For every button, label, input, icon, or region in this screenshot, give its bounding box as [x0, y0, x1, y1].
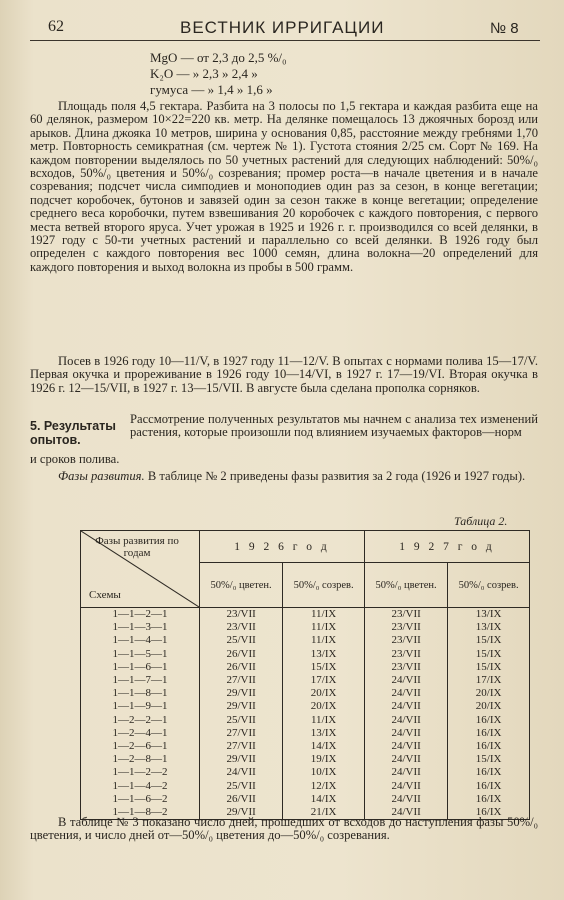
table-cell: 13/IX — [310, 726, 337, 739]
table-cell: 20/IX — [310, 687, 337, 700]
year-header-1926: 1 9 2 6 г о д — [200, 531, 365, 563]
corner-label-top: Фазы развития по годам — [95, 535, 179, 559]
table-cell: 1—2—4—1 — [112, 726, 168, 739]
table-cell: 16/IX — [475, 766, 502, 779]
subheader-ripening-1927: 50%/₀ созрев. — [448, 563, 530, 608]
table-cell: 20/IX — [310, 700, 337, 713]
table-cell: 23/VII — [391, 647, 421, 660]
table-cell: 24/VII — [391, 779, 421, 792]
paragraph-methods: Площадь поля 4,5 гектара. Разбита на 3 полосы по 1,5 гектара и каждая разбита еще на 60 делянок, размером 10×22=220 кв. метр. На делянке помещалось 13 джоячных борозд или арыков. Длина джояка 10 метров, ширина у основания 0,85, расстояние между гребнями 1,70 метр. Повторность семикратная (см. чертеж № 1). Густота стояния 2/25 см. Сорт № 169. На каждом повторении выделялось по 50 учетных растений для следующих наблюдений: 50%/₀ всходов, 50%/₀ цветения и 50%/₀ созревания; промер роста—в начале цветения и в начале созревания; подсчет числа симподиев и моноподиев один раз за сезон, в конце вегетации; подсчет коробочек, бутонов и завязей один за сезон также в конце вегетации; определение среднего веса коробочки, путем взвешивания 20 коробочек с каждого повторения, с первого места ветвей второго яруса. Учет урожая в 1925 и 1926 г. г. производился со всей делянки, в 1927 году с 50-ти учетных растений и параллельно со всей делянки. В 1926 году был определен с каждого повторения вес 1000 семян, длина волокна—20 определений для каждого повторения и выход волокна из пробы в 500 грамм. — [30, 99, 538, 274]
table-cell: 1—1—3—1 — [112, 621, 168, 634]
table-cell: 13/IX — [475, 621, 502, 634]
table-cell: 23/VII — [226, 621, 256, 634]
section-heading: 5. Результаты опытов. — [30, 419, 116, 447]
running-header — [0, 14, 564, 40]
formula-line: K₂O — » 2,3 » 2,4 » — [150, 66, 258, 81]
corner-label-bottom: Схемы — [89, 589, 121, 601]
table-cell: 15/IX — [475, 634, 502, 647]
composition-list — [150, 50, 287, 98]
table-corner-cell — [81, 531, 200, 608]
table-cell: 19/IX — [310, 753, 337, 766]
subheader-flowering-1926: 50%/₀ цветен. — [200, 563, 283, 608]
table-cell: 27/VII — [226, 726, 256, 739]
table-cell: 12/IX — [310, 779, 337, 792]
table-cell: 21/IX — [310, 806, 337, 819]
table-body-row — [81, 608, 530, 820]
phases-heading: Фазы развития. — [58, 469, 145, 483]
table-cell: 25/VII — [226, 713, 256, 726]
table-cell: 23/VII — [391, 660, 421, 673]
table-cell: 1—1—8—2 — [112, 806, 168, 819]
table-cell: 11/IX — [310, 713, 337, 726]
table-cell: 16/IX — [475, 792, 502, 805]
table-cell: 17/IX — [475, 674, 502, 687]
table-cell: 24/VII — [391, 792, 421, 805]
table-cell: 20/IX — [475, 700, 502, 713]
table-cell: 25/VII — [226, 634, 256, 647]
results-tail: и сроков полива. — [30, 452, 120, 466]
page-number: 62 — [48, 18, 64, 35]
table-cell: 29/VII — [226, 806, 256, 819]
table-cell: 1—1—2—2 — [112, 766, 168, 779]
table-cell: 1—1—4—2 — [112, 779, 168, 792]
table-cell: 11/IX — [310, 608, 337, 620]
table-cell: 26/VII — [226, 660, 256, 673]
table-cell: 29/VII — [226, 700, 256, 713]
ripening-1926-column — [283, 608, 365, 820]
table-cell: 1—1—2—1 — [112, 608, 168, 620]
subheader-flowering-1927: 50%/₀ цветен. — [364, 563, 447, 608]
table-cell: 24/VII — [226, 766, 256, 779]
table-cell: 29/VII — [226, 687, 256, 700]
table-cell: 27/VII — [226, 740, 256, 753]
journal-title: ВЕСТНИК ИРРИГАЦИИ — [180, 18, 385, 37]
table-cell: 10/IX — [310, 766, 337, 779]
table-cell: 24/VII — [391, 806, 421, 819]
table-cell: 23/VII — [226, 608, 256, 620]
formula-line: MgO — от 2,3 до 2,5 %/₀ — [150, 50, 287, 65]
table-cell: 25/VII — [226, 779, 256, 792]
table-cell: 16/IX — [475, 740, 502, 753]
table-cell: 13/IX — [310, 647, 337, 660]
table-cell: 27/VII — [226, 674, 256, 687]
subheader-ripening-1926: 50%/₀ созрев. — [283, 563, 365, 608]
table-cell: 16/IX — [475, 726, 502, 739]
table-cell: 24/VII — [391, 687, 421, 700]
table-cell: 16/IX — [475, 806, 502, 819]
table-cell: 24/VII — [391, 674, 421, 687]
table-cell: 24/VII — [391, 740, 421, 753]
header-rule — [30, 40, 540, 41]
table-cell: 15/IX — [475, 647, 502, 660]
table-cell: 16/IX — [475, 779, 502, 792]
table-cell: 26/VII — [226, 647, 256, 660]
table-cell: 1—1—6—1 — [112, 660, 168, 673]
table-cell: 17/IX — [310, 674, 337, 687]
issue-number: № 8 — [490, 20, 519, 37]
table-cell: 24/VII — [391, 713, 421, 726]
phases-table — [80, 530, 530, 820]
table-cell: 1—1—9—1 — [112, 700, 168, 713]
table-cell: 20/IX — [475, 687, 502, 700]
table-cell: 16/IX — [475, 713, 502, 726]
scheme-column — [81, 608, 200, 820]
paragraph-phases: Фазы развития. В таблице № 2 приведены фазы развития за 2 года (1926 и 1927 годы). — [58, 469, 526, 483]
flowering-1926-column — [200, 608, 283, 820]
table-cell: 23/VII — [391, 608, 421, 620]
ripening-1927-column — [448, 608, 530, 820]
results-text: Рассмотрение полученных результатов мы начнем с анализа тех изменений растения, которые произошли под влиянием изучаемых факторов—норм — [130, 412, 538, 440]
paragraph-sowing: Посев в 1926 году 10—11/V, в 1927 году 11—12/V. В опытах с нормами полива 15—17/V. Первая окучка и прореживание в 1926 году 10—14/VI, в 1927 г. 17—19/VI. Вторая окучка в 1926 г. 12—15/VII, в 1927 г. 13—15/VII. В августе была сделана прополка сорняков. — [30, 354, 538, 395]
table-cell: 24/VII — [391, 726, 421, 739]
table-cell: 11/IX — [310, 621, 337, 634]
table-cell: 1—2—2—1 — [112, 713, 168, 726]
table-cell: 11/IX — [310, 634, 337, 647]
table-cell: 1—2—6—1 — [112, 740, 168, 753]
table-cell: 1—2—8—1 — [112, 753, 168, 766]
table-cell: 24/VII — [391, 753, 421, 766]
table-cell: 13/IX — [475, 608, 502, 620]
table-cell: 15/IX — [475, 753, 502, 766]
table-cell: 1—1—5—1 — [112, 647, 168, 660]
table-cell: 15/IX — [310, 660, 337, 673]
table-cell: 23/VII — [391, 634, 421, 647]
table-cell: 15/IX — [475, 660, 502, 673]
table-cell: 1—1—7—1 — [112, 674, 168, 687]
table-cell: 1—1—8—1 — [112, 687, 168, 700]
table-cell: 24/VII — [391, 700, 421, 713]
flowering-1927-column — [364, 608, 447, 820]
table-cell: 23/VII — [391, 621, 421, 634]
year-header-1927: 1 9 2 7 г о д — [364, 531, 529, 563]
table-cell: 29/VII — [226, 753, 256, 766]
paragraph-table3: В таблице № 3 показано число дней, прошедших от всходов до наступления фазы 50%/₀ цветения, и число дней от—50%/₀ цветения до—50%/₀ созревания. — [30, 815, 538, 843]
table-cell: 26/VII — [226, 792, 256, 805]
formula-line: гумуса — » 1,4 » 1,6 » — [150, 82, 273, 97]
table-cell: 14/IX — [310, 740, 337, 753]
table-cell: 14/IX — [310, 792, 337, 805]
table-cell: 1—1—6—2 — [112, 792, 168, 805]
table-cell: 24/VII — [391, 766, 421, 779]
table-cell: 1—1—4—1 — [112, 634, 168, 647]
table-caption: Таблица 2. — [454, 514, 508, 528]
